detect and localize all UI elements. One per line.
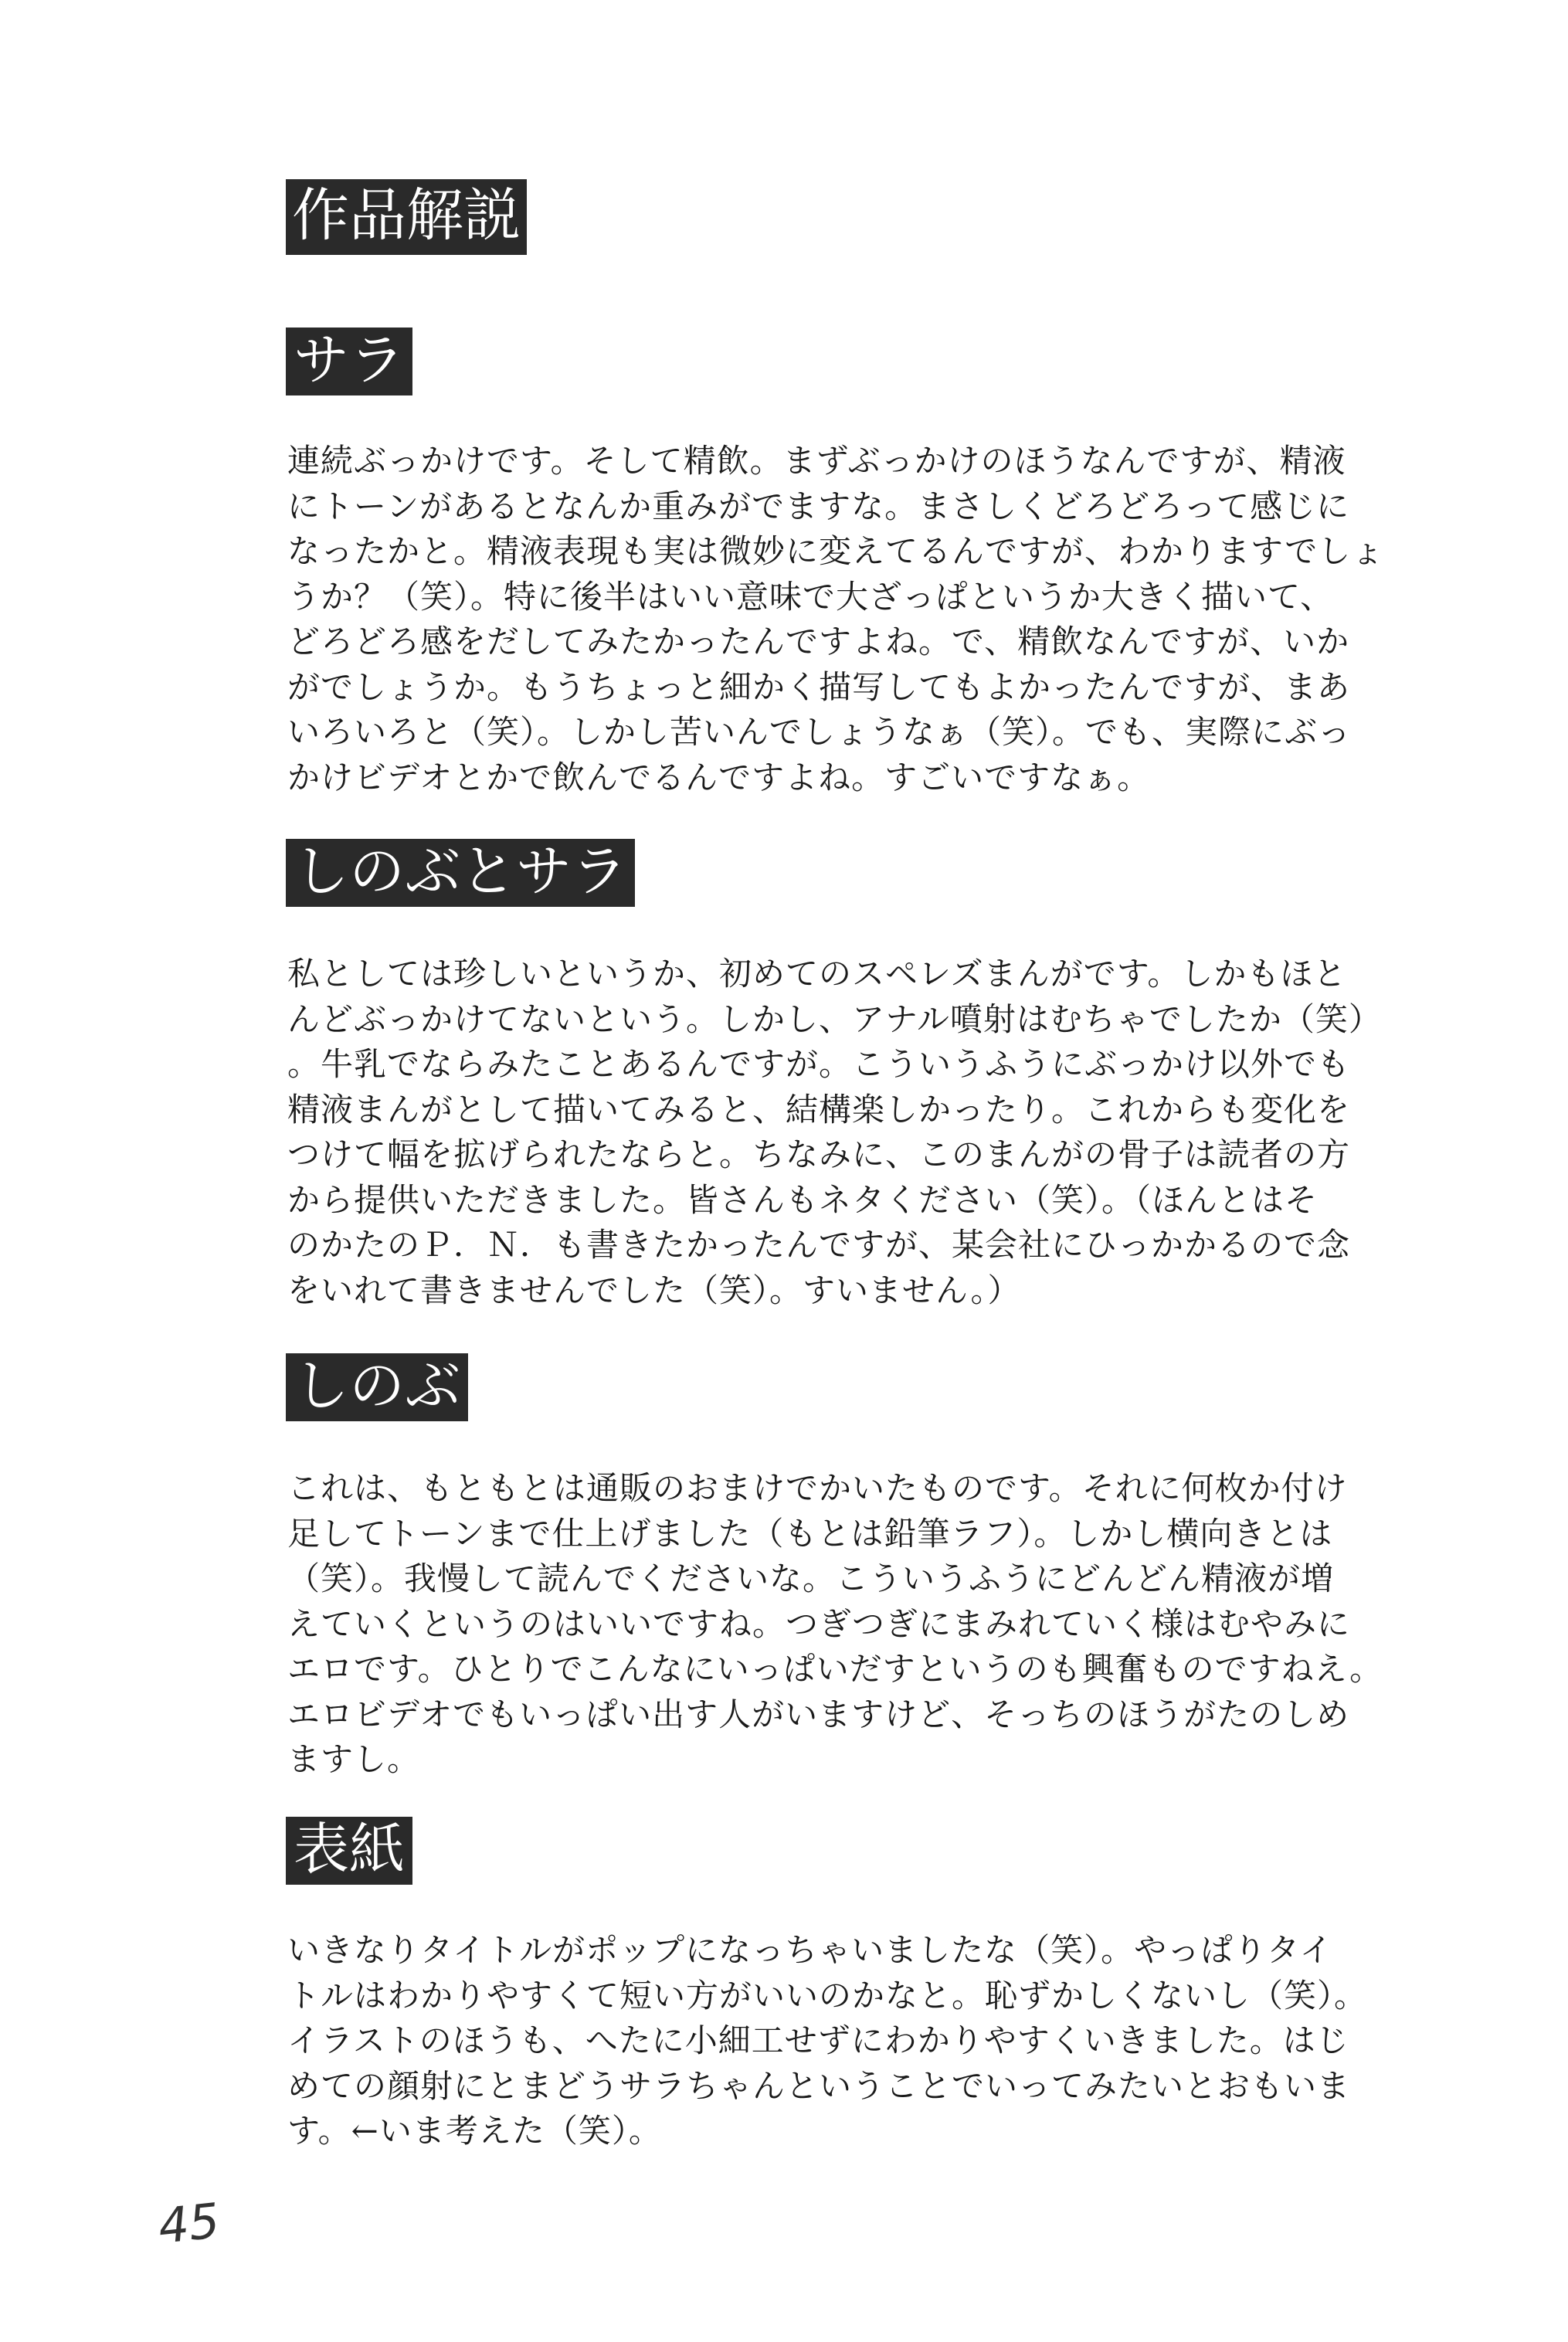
section-body-shinobu xyxy=(287,1466,1461,1783)
text-line: んどぶっかけてないという。しかし、アナル噴射はむちゃでしたか（笑） xyxy=(287,1000,1382,1038)
text-line: トルはわかりやすくて短い方がいいのかなと。恥ずかしくないし（笑）。 xyxy=(287,1976,1368,2014)
text-line: 精液まんがとして描いてみると、結構楽しかったり。これからも変化を xyxy=(287,1090,1351,1129)
text-line: どろどろ感をだしてみたかったんですよね。で、精飲なんですが、いか xyxy=(287,623,1350,660)
text-line: 足してトーンまで仕上げました（もとは鉛筆ラフ）。しかし横向きとは xyxy=(287,1514,1333,1553)
text-line: エロビデオでもいっぱい出す人がいますけど、そっちのほうがたのしめ xyxy=(287,1695,1350,1733)
text-line: なったかと。精液表現も実は微妙に変えてるんですが、わかりますでしょ xyxy=(287,532,1385,570)
text-line: うか？（笑）。特に後半はいい意味で大ざっぱというか大きく描いて、 xyxy=(287,577,1334,616)
text-line: 連続ぶっかけです。そして精飲。まずぶっかけのほうなんですが、精液 xyxy=(287,442,1346,480)
text-line: 。牛乳でならみたことあるんですが。こういうふうにぶっかけ以外でも xyxy=(287,1045,1351,1083)
page-title: 作品解説 xyxy=(286,179,527,255)
section-heading-shinobu-to-sara: しのぶとサラ xyxy=(286,839,635,907)
section-body-shinobu-to-sara xyxy=(287,952,1461,1313)
page-number: 45 xyxy=(155,2192,222,2255)
text-line: めての顔射にとまどうサラちゃんということでいってみたいとおもいま xyxy=(287,2066,1351,2105)
section-body-sara xyxy=(287,439,1461,800)
section-heading-sara: サラ xyxy=(286,328,412,395)
text-line: いきなりタイトルがポップになっちゃいましたな（笑）。やっぱりタイ xyxy=(287,1931,1333,1969)
section-body-cover xyxy=(287,1928,1461,2154)
section-heading-cover: 表紙 xyxy=(286,1817,412,1885)
text-line: のかたのＰ．Ｎ．も書きたかったんですが、某会社にひっかかるので念 xyxy=(287,1226,1351,1264)
text-line: ますし。 xyxy=(287,1740,421,1778)
section-heading-shinobu: しのぶ xyxy=(286,1353,468,1421)
text-line: えていくというのはいいですね。つぎつぎにまみれていく様はむやみに xyxy=(287,1604,1351,1643)
text-line: にトーンがあるとなんか重みがでますな。まさしくどろどろって感じに xyxy=(287,487,1350,525)
text-line: つけて幅を拡げられたならと。ちなみに、このまんがの骨子は読者の方 xyxy=(287,1135,1351,1173)
text-line: （笑）。我慢して読んでくださいな。こういうふうにどんどん精液が増 xyxy=(287,1560,1335,1597)
text-line: から提供いただきました。皆さんもネタください（笑）。（ほんとはそ xyxy=(287,1180,1319,1219)
text-line: をいれて書きませんでした（笑）。すいません。） xyxy=(287,1271,1021,1309)
text-line: エロです。ひとりでこんなにいっぱいだすというのも興奮ものですねえ。 xyxy=(287,1650,1383,1688)
text-line: がでしょうか。もうちょっと細かく描写してもよかったんですが、まあ xyxy=(287,667,1351,706)
text-line: 私としては珍しいというか、初めてのスペレズまんがです。しかもほと xyxy=(287,955,1347,993)
text-line: いろいろと（笑）。しかし苦いんでしょうなぁ（笑）。でも、実際にぶっ xyxy=(287,713,1352,751)
text-line: す。←いま考えた（笑）。 xyxy=(287,2112,662,2150)
text-line: かけビデオとかで飲んでるんですよね。すごいですなぁ。 xyxy=(287,758,1151,796)
text-line: これは、もともとは通販のおまけでかいたものです。それに何枚か付け xyxy=(287,1469,1348,1507)
text-line: イラストのほうも、へたに小細工せずにわかりやすくいきました。はじ xyxy=(287,2021,1349,2059)
